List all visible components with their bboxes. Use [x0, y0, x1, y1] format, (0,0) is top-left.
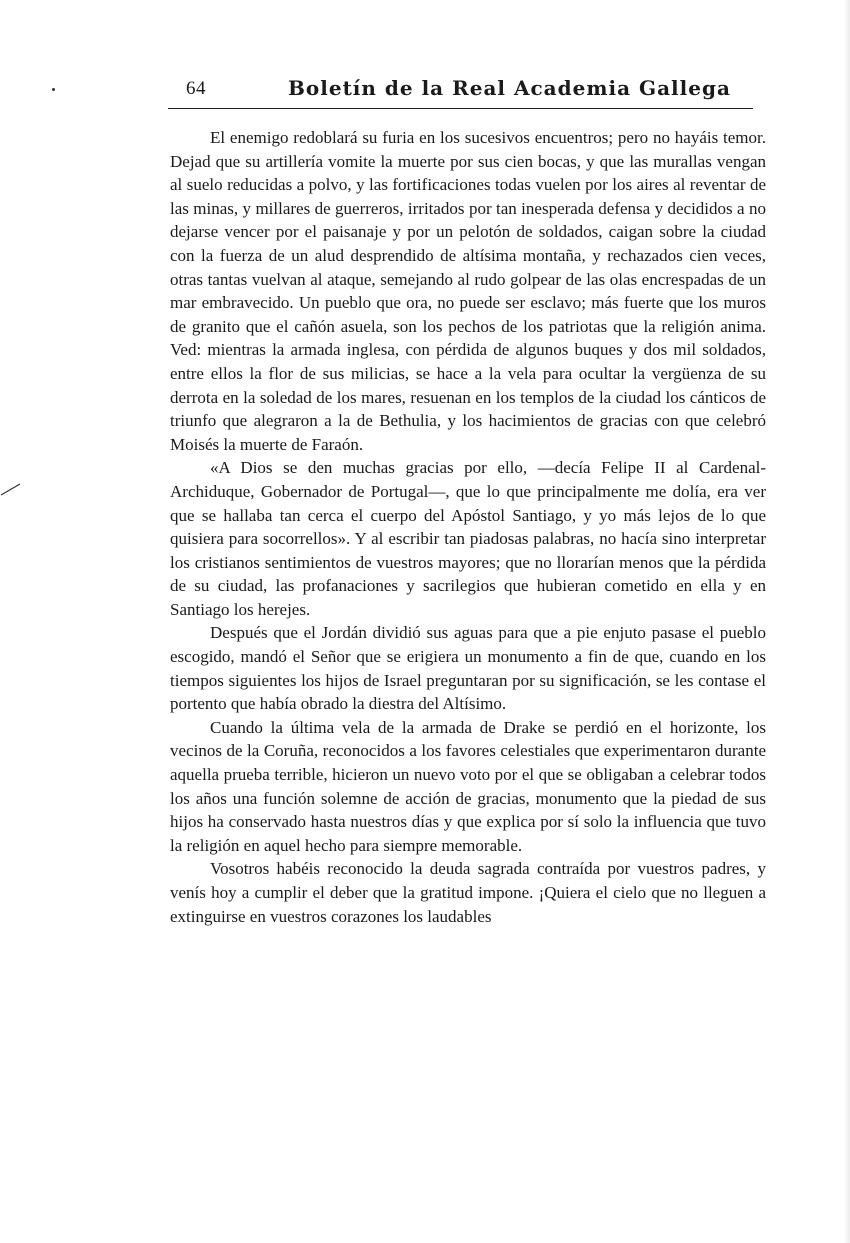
- body-text: [170, 126, 766, 928]
- page-number: 64: [186, 78, 206, 99]
- ink-speck: [52, 88, 55, 91]
- running-head: [168, 76, 753, 109]
- page-edge-shadow: [844, 0, 850, 1243]
- paragraph: El enemigo redoblará su furia en los sucesivos encuentros; pero no hayáis temor. Dejad que su artillería vomite la muerte por sus cien bocas, y que las murallas vengan al suelo reducidas a polvo, y las fortificaciones todas vuelen por los aires al reventar de las minas, y millares de guerreros, irritados por tan inesperada defensa y decididos a no dejarse vencer por el paisanaje y por un pelotón de soldados, caigan sobre la ciudad con la fuerza de un alud desprendido de altísima montaña, y rechazados cien veces, otras tantas vuelvan al ataque, semejando al rudo golpear de las olas encrespadas de un mar embravecido. Un pueblo que ora, no puede ser esclavo; más fuerte que los muros de granito que el cañón asuela, son los pechos de los patriotas que la religión anima. Ved: mientras la armada inglesa, con pérdida de algunos buques y dos mil soldados, entre ellos la flor de sus milicias, se hace a la vela para ocultar la vergüenza de su derrota en la soledad de los mares, resuenan en los templos de la ciudad los cánticos de triunfo que alegraron a la de Bethulia, y los hacimientos de gracias con que celebró Moisés la muerte de Faraón.: [170, 128, 766, 454]
- paragraph: Vosotros habéis reconocido la deuda sagrada contraída por vuestros padres, y venís hoy a cumplir el deber que la gratitud impone. ¡Quiera el cielo que no lleguen a extinguirse en vuestros corazones los laudables: [170, 859, 766, 926]
- journal-title: Boletín de la Real Academia Gallega: [288, 76, 731, 100]
- paragraph: «A Dios se den muchas gracias por ello, —decía Felipe II al Cardenal-Archiduque, Gobernador de Portugal—, que lo que principalmente me dolía, era ver que se hallaba tan cerca el cuerpo del Apóstol Santiago, y yo más lejos de lo que quisiera para socorrellos». Y al escribir tan piadosas palabras, no hacía sino interpretar los cristianos sentimientos de vuestros mayores; que no llorarían menos que la pérdida de su ciudad, las profanaciones y sacrilegios que hubieran cometido en ella y en Santiago los herejes.: [170, 458, 766, 619]
- paragraph: Después que el Jordán dividió sus aguas para que a pie enjuto pasase el pueblo escogido, mandó el Señor que se erigiera un monumento a fin de que, cuando en los tiempos siguientes los hijos de Israel preguntaran por su significación, se les contase el portento que había obrado la diestra del Altísimo.: [170, 623, 766, 714]
- paragraph: Cuando la última vela de la armada de Drake se perdió en el horizonte, los vecinos de la Coruña, reconocidos a los favores celestiales que experimentaron durante aquella prueba terrible, hicieron un nuevo voto por el que se obligaban a celebrar todos los años una función solemne de acción de gracias, monumento que la piedad de sus hijos ha conservado hasta nuestros días y que explica por sí solo la influencia que tuvo la religión en aquel hecho para siempre memorable.: [170, 717, 766, 855]
- margin-pencil-mark: [0, 482, 22, 496]
